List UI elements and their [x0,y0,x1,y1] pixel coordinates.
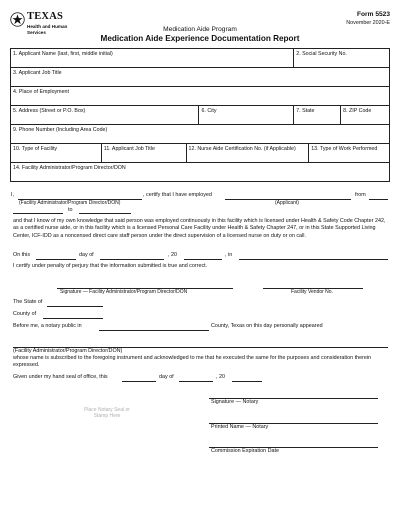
logo-texas-text: TEXAS [27,11,64,22]
form-header [10,11,390,47]
form-number: Form 5523 [357,11,390,18]
seal-day-line[interactable] [122,381,156,382]
page-title: Medication Aide Experience Documentation Report [100,34,300,43]
state-field[interactable]: 7. State [294,106,341,125]
to-date-line[interactable] [79,213,131,214]
place-of-employment-field[interactable]: 4. Place of Employment [11,87,390,106]
applicant-name-field[interactable]: 1. Applicant Name (last, first, middle initial) [11,49,294,68]
form-date: November 2020-E [346,20,390,26]
applicant-info-grid [10,48,390,182]
county-text: County, Texas on this day personally appeared [211,323,323,329]
ssn-field[interactable]: 2. Social Security No. [294,49,390,68]
zip-field[interactable]: 8. ZIP Code [341,106,390,125]
before-me-label: Before me, a notary public in [13,323,82,329]
notary-admin-caption: (Facility Administrator/Program Director/DON) [13,348,123,354]
notary-printed-name-caption: Printed Name — Notary [211,424,269,430]
year-line[interactable] [184,259,222,260]
seal-year-prefix: , 20 [216,374,225,380]
notary-county-line[interactable] [99,330,209,331]
texas-star-seal-icon [10,12,25,27]
notary-seal-placeholder: Place Notary Seal or Stamp Here [84,407,130,419]
county-of-line[interactable] [43,318,103,319]
i-label: I, [11,192,14,198]
logo-hhs-text: Health and Human Services [27,24,68,35]
nurse-aide-cert-field[interactable]: 12. Nurse Aide Certification No. (if Applicable) [187,144,310,163]
vendor-caption: Facility Vendor No. [291,289,333,295]
day-of-label: day of [79,252,94,258]
commission-expiration-caption: Commission Expiration Date [211,448,280,454]
seal-day-of-label: day of [159,374,174,380]
applicant-job-title-11-field[interactable]: 11. Applicant Job Title [102,144,187,163]
admin-caption: (Facility Administrator/Program Director/DON) [19,200,121,206]
in-label: , in [225,252,233,258]
state-of-line[interactable] [47,306,103,307]
from-label: from [355,192,366,198]
to-label: to [68,207,73,213]
city-field[interactable]: 6. City [199,106,294,125]
seal-year-line[interactable] [232,381,262,382]
hand-seal-label: Given under my hand seal of office, this [13,374,108,380]
day-line[interactable] [36,259,76,260]
seal-month-line[interactable] [179,381,213,382]
applicant-caption: (Applicant) [275,200,299,206]
admin-signature-caption: Signature — Facility Administrator/Program Director/DON [60,289,188,295]
notary-signature-caption: Signature — Notary [211,399,259,405]
month-line[interactable] [100,259,164,260]
from-date-cont-line[interactable] [13,213,63,214]
work-type-field[interactable]: 13. Type of Work Performed [309,144,390,163]
certification-paragraph: and that I know of my own knowledge that said person was employed continuously in this facility which is licensed under Health & Safety Code Chapter 242, as a certified nurse aide, or in this facility which is a licensed Personal Care Facility under Health & Safety Chapter 247, or in this State Supported Living Center, ICF-IDD as a noncensed direct care staff person under the direct supervision of a licensed nurse on duty or on call. [13,218,386,239]
from-date-line[interactable] [369,199,388,200]
location-line[interactable] [239,259,388,260]
perjury-statement: I certify under penalty of perjury that the information submitted is true and correct. [13,263,208,269]
job-title-field[interactable]: 3. Applicant Job Title [11,68,390,87]
administrator-field[interactable]: 14. Facility Administrator/Program Director/DON [11,163,390,182]
certify-text: , certify that I have employed [143,192,212,198]
phone-field[interactable]: 9. Phone Number (Including Area Code) [11,125,390,144]
address-field[interactable]: 5. Address (Street or P.O. Box) [11,106,199,125]
facility-type-field[interactable]: 10. Type of Facility [11,144,102,163]
year-prefix: , 20 [168,252,177,258]
state-of-label: The State of [13,299,43,305]
subscribed-paragraph: whose name is subscribed to the foregoing instrument and acknowledged to me that he executed the same for the purposes and consideration therein expressed. [13,355,372,369]
on-this-label: On this [13,252,31,258]
program-name: Medication Aide Program [163,26,237,33]
county-of-label: County of [13,311,37,317]
